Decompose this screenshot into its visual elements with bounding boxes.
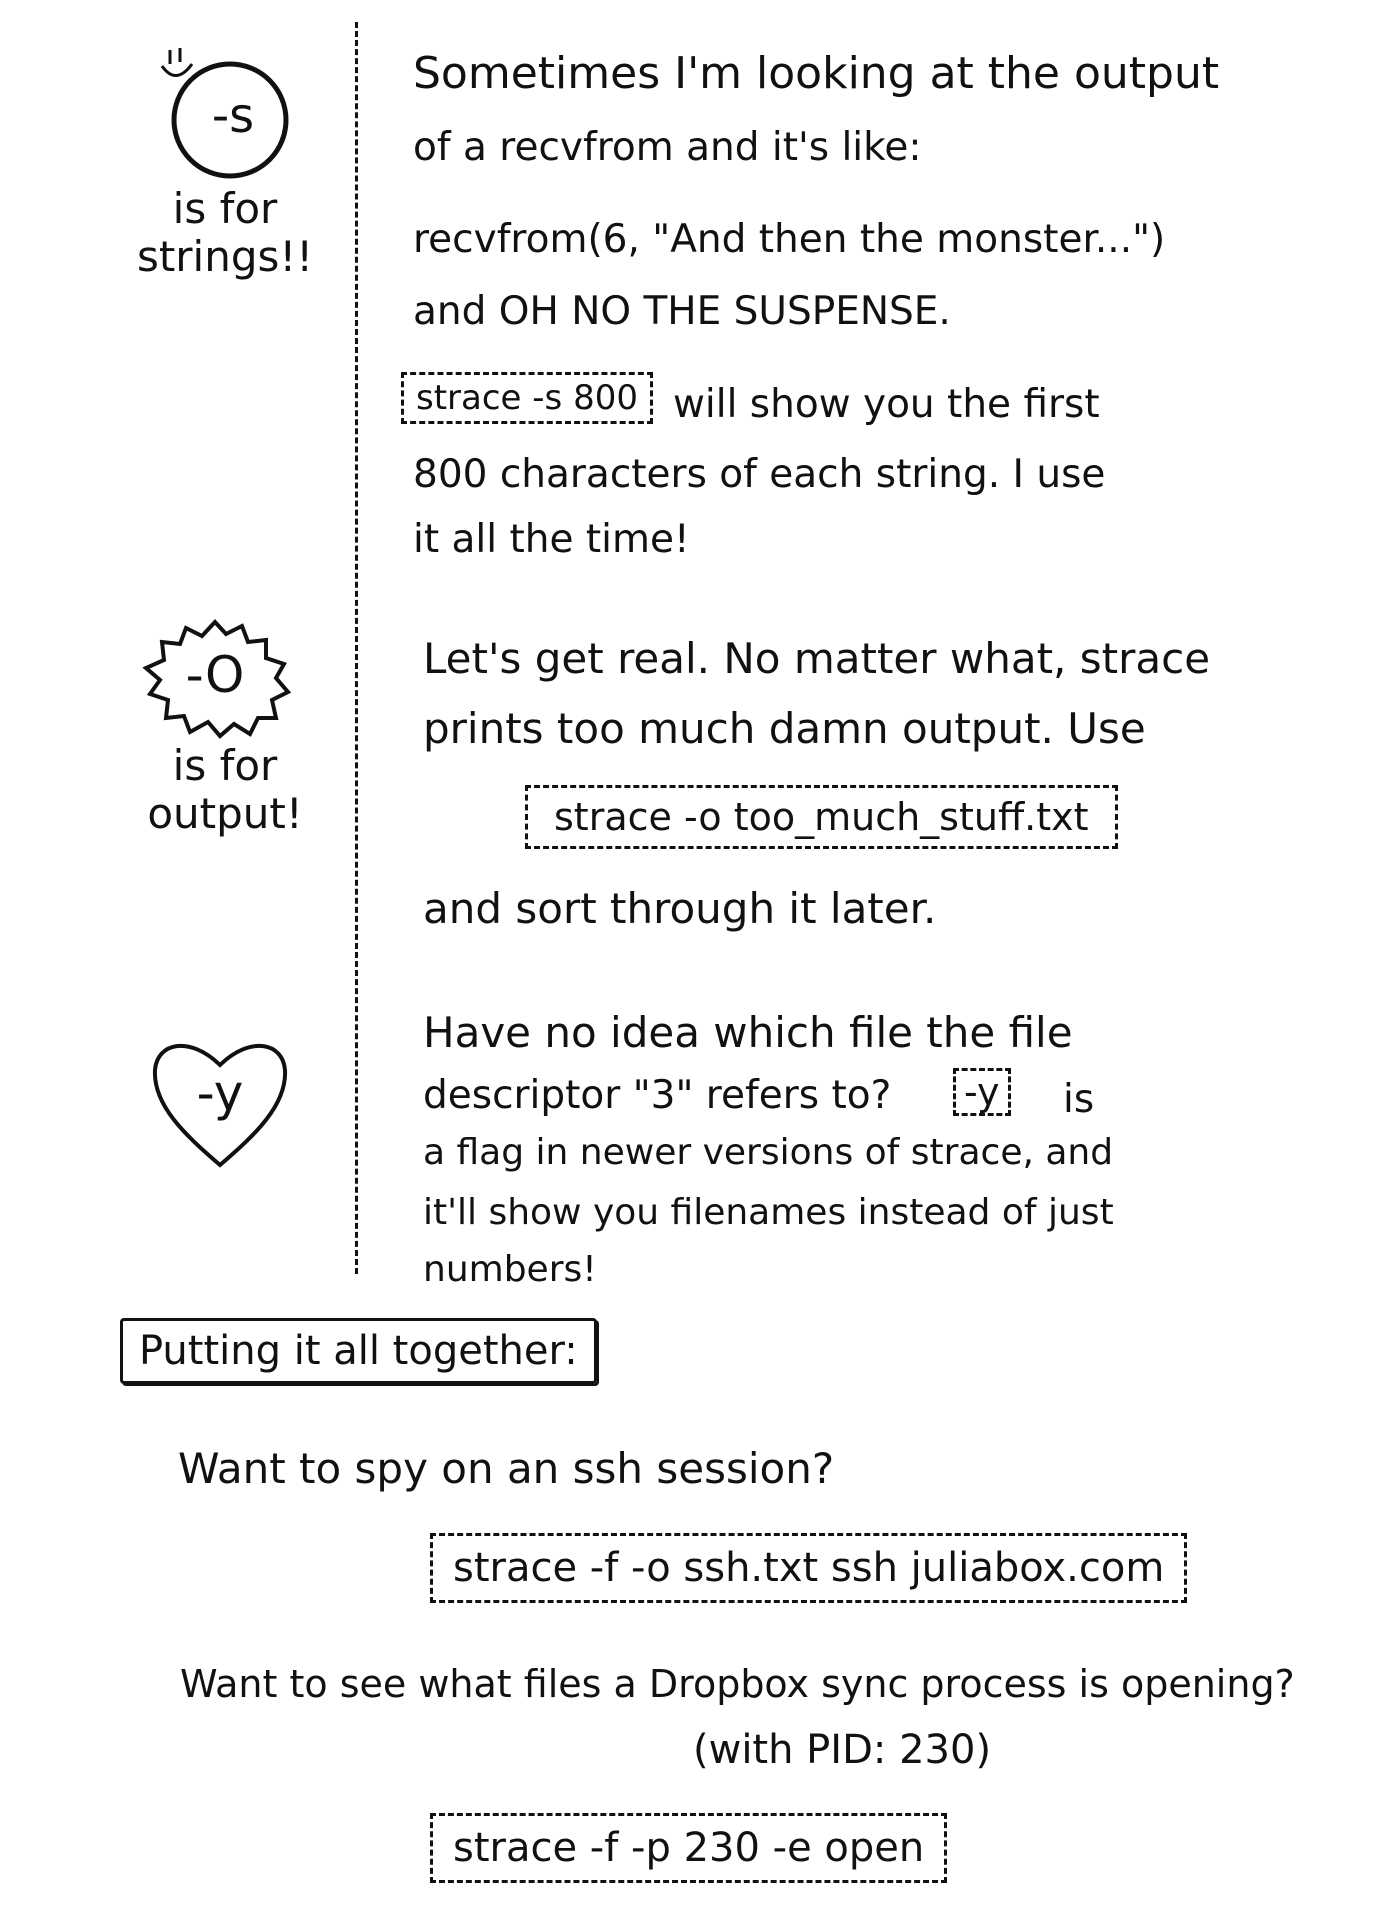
command-box-strace-s: strace -s 800 [401,372,653,424]
text-line: and sort through it later. [423,884,937,933]
caption-output: is for output! [147,741,303,839]
text-line: 800 characters of each string. I use [413,452,1106,497]
flag-label-s: -s [211,88,255,144]
section-divider [355,22,358,1274]
text-line: Have no idea which file the file [423,1008,1073,1057]
text-line: of a recvfrom and it's like: [413,125,922,170]
command-box-ssh: strace -f -o ssh.txt ssh juliabox.com [430,1533,1187,1603]
question-dropbox: Want to see what files a Dropbox sync process is opening? [180,1662,1295,1706]
command-box-strace-o: strace -o too_much_stuff.txt [525,785,1118,849]
text-line: and OH NO THE SUSPENSE. [413,289,951,334]
flag-label-o: -O [185,646,245,704]
text-line: Sometimes I'm looking at the output [413,48,1220,99]
command-box-y: -y [953,1068,1011,1116]
command-box-dropbox: strace -f -p 230 -e open [430,1813,947,1883]
text-line: prints too much damn output. Use [423,704,1146,753]
question-ssh: Want to spy on an ssh session? [178,1444,835,1493]
text-line: numbers! [423,1249,597,1290]
flag-label-y: -y [196,1064,244,1122]
together-heading: Putting it all together: [120,1318,597,1384]
text-line: will show you the first [673,382,1100,427]
text-line: descriptor "3" refers to? [423,1073,892,1118]
text-line: is [1063,1077,1095,1122]
text-line: it all the time! [413,517,690,562]
text-line: recvfrom(6, "And then the monster...") [413,217,1166,262]
text-line: it'll show you filenames instead of just [423,1192,1114,1233]
text-line: Let's get real. No matter what, strace [423,634,1211,683]
question-dropbox-pid: (with PID: 230) [693,1727,992,1773]
text-line: a flag in newer versions of strace, and [423,1132,1114,1173]
caption-strings: is for strings!! [136,184,314,282]
